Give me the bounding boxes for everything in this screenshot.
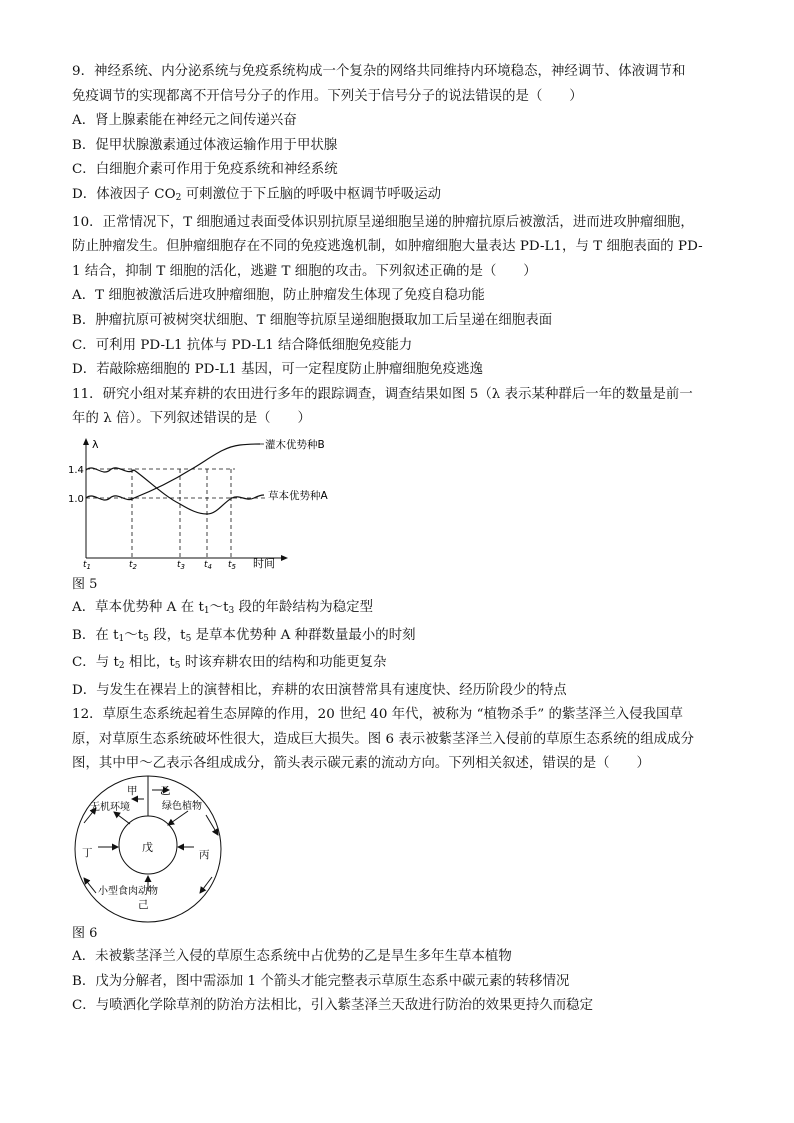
q9-option-b: B．促甲状腺激素通过体液运输作用于甲状腺	[72, 137, 338, 153]
label-ding: 丁	[82, 847, 93, 860]
y-axis-label: λ	[92, 437, 99, 451]
x-axis-arrow	[281, 555, 288, 561]
exam-page	[68, 60, 722, 1019]
q11-option-a: A．草本优势种 A 在 $t_1\sim t_3$ 段的年龄结构为稳定型	[72, 599, 374, 616]
q10-option-b: B．肿瘤抗原可被树突状细胞、T 细胞等抗原呈递细胞摄取加工后呈递在细胞表面	[72, 312, 553, 328]
q10-option-d: D．若敲除癌细胞的 PD-L1 基因，可一定程度防止肿瘤细胞免疫逃逸	[72, 362, 484, 378]
x-axis-label: 时间	[253, 556, 275, 570]
arrow-yi-to-bing	[206, 815, 218, 835]
q12-stem-line3: 图，其中甲～乙表示各组成成分，箭头表示碳元素的流动方向。下列相关叙述，错误的是（ ）	[72, 756, 650, 772]
label-wuji-huanjing: 无机环境	[90, 802, 130, 814]
x-tick-t1: $t_1$	[83, 559, 91, 571]
curve-shrub-b	[86, 444, 260, 500]
x-tick-t3: $t_3$	[177, 559, 185, 571]
q12-option-c: C．与喷洒化学除草剂的防治方法相比，引入紫茎泽兰天敌进行防治的效果更持久而稳定	[72, 998, 594, 1014]
q10-stem-line1: 10．正常情况下，T 细胞通过表面受体识别抗原呈递细胞呈递的肿瘤抗原后被激活，进而进攻肿瘤细胞，	[72, 214, 694, 230]
q10-stem-line2: 防止肿瘤发生。但肿瘤细胞存在不同的免疫逃逸机制，如肿瘤细胞大量表达 PD-L1，与 T 细胞表面的 PD-	[72, 239, 703, 255]
y-tick-1-4: 1.4	[68, 464, 84, 476]
label-wu: 戊	[142, 841, 153, 855]
q11-option-b: B．在 $t_1\sim t_5$ 段，$t_5$ 是草本优势种 A 种群数量最小的时刻	[72, 627, 416, 644]
arrow-bing-to-ji	[200, 877, 212, 893]
label-lvse-zhiwu: 绿色植物	[162, 801, 202, 813]
arrow-ji-to-ding	[84, 878, 96, 893]
q9-option-c: C．白细胞介素可作用于免疫系统和神经系统	[72, 162, 338, 178]
q10-stem-line3: 1 结合，抑制 T 细胞的活化，逃避 T 细胞的攻击。下列叙述正确的是（ ）	[72, 263, 537, 279]
q12-option-b: B．戊为分解者，图中需添加 1 个箭头才能完整表示草原生态系中碳元素的转移情况	[72, 973, 570, 989]
q10-option-a: A．T 细胞被激活后进攻肿瘤细胞，防止肿瘤发生体现了免疫自稳功能	[72, 288, 485, 304]
arrow-lvse-to-wu	[168, 811, 188, 825]
series-label-herb-a: 草本优势种A	[268, 489, 328, 502]
y-tick-1-0: 1.0	[68, 493, 84, 505]
y-axis-arrow	[83, 438, 89, 445]
figure-6-caption: 图 6	[72, 926, 98, 942]
label-bing: 丙	[199, 849, 210, 862]
q12-stem-line2: 原，对草原生态系统破坏性很大，造成巨大损失。图 6 表示被紫茎泽兰入侵前的草原生态系统的组成成分	[72, 731, 695, 747]
q11-stem-line1: 11．研究小组对某弃耕的农田进行多年的跟踪调查，调查结果如图 5（λ 表示某种群后一年的数量是前一	[72, 386, 693, 402]
q12-stem-line1: 12．草原生态系统起着生态屏障的作用，20 世纪 40 年代，被称为 “植物杀手” 的紫茎泽兰入侵我国草	[72, 707, 683, 723]
curve-herbaceous-a	[86, 468, 264, 514]
q9-option-d: D．体液因子 $CO_2$ 可刺激位于下丘脑的呼吸中枢调节呼吸运动	[72, 186, 442, 203]
figure-5-caption: 图 5	[72, 576, 98, 592]
q12-option-a: A．未被紫茎泽兰入侵的草原生态系统中占优势的乙是旱生多年生草本植物	[72, 949, 512, 965]
figure-6-ecosystem-diagram	[72, 781, 232, 917]
label-xiaoxing-shirou-dongwu: 小型食肉动物	[98, 886, 158, 898]
label-jia: 甲	[127, 785, 138, 798]
label-yi: 乙	[160, 785, 171, 798]
label-ji: 己	[138, 899, 149, 912]
q10-option-c: C．可利用 PD-L1 抗体与 PD-L1 结合降低细胞免疫能力	[72, 337, 413, 353]
arrow-wu-to-wuji	[114, 812, 130, 824]
x-tick-t5: $t_5$	[228, 559, 236, 571]
series-label-shrub-b: 灌木优势种B	[265, 438, 325, 451]
q9-stem-line1: 9．神经系统、内分泌系统与免疫系统构成一个复杂的网络共同维持内环境稳态，神经调节、体液调节和	[72, 64, 686, 79]
x-tick-t2: $t_2$	[129, 559, 137, 571]
q11-stem-line2: 年的 λ 倍）。下列叙述错误的是（ ）	[72, 411, 311, 427]
x-tick-t4: $t_4$	[204, 559, 212, 571]
q9-stem-line2: 免疫调节的实现都离不开信号分子的作用。下列关于信号分子的说法错误的是（ ）	[72, 88, 583, 104]
q9-option-a: A．肾上腺素能在神经元之间传递兴奋	[72, 113, 297, 129]
q11-option-d: D．与发生在裸岩上的演替相比，弃耕的农田演替常具有速度快、经历阶段少的特点	[72, 682, 567, 698]
q11-option-c: C．与 $t_2$ 相比，$t_5$ 时该弃耕农田的结构和功能更复杂	[72, 655, 387, 672]
figure-5-lambda-graph	[68, 436, 372, 571]
